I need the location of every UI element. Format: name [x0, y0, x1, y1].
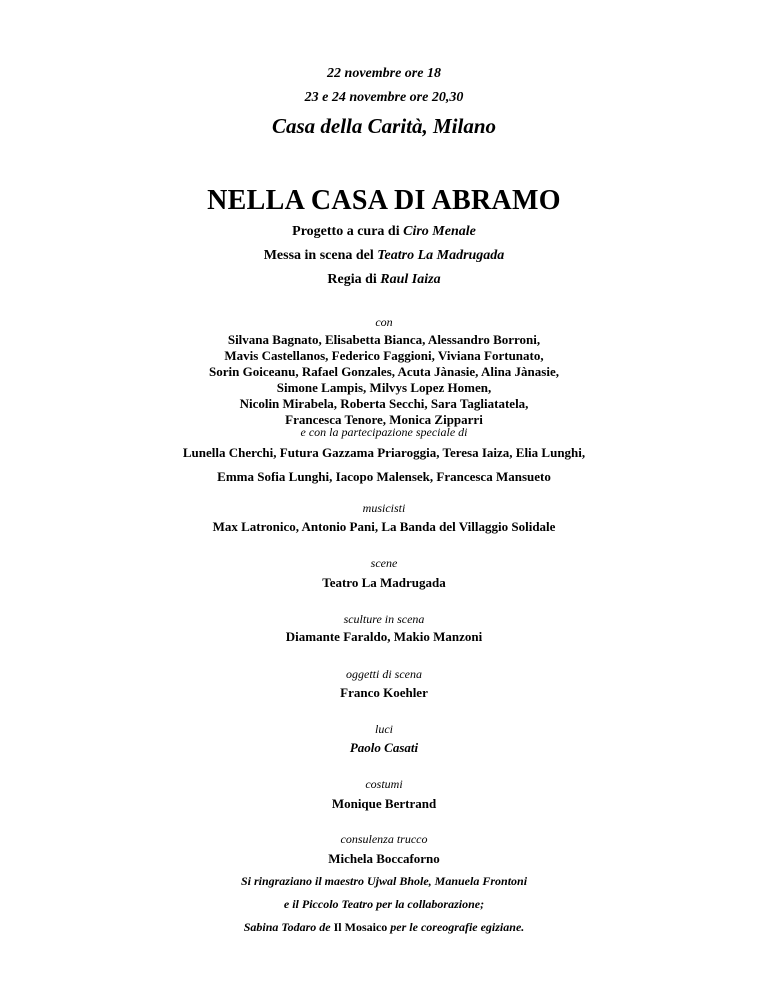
date-line-2: 23 e 24 novembre ore 20,30: [304, 90, 464, 105]
thanks-line-3: [0, 920, 768, 935]
cast-line: Nicolin Mirabela, Roberta Secchi, Sara Tagliatatela,: [239, 396, 529, 411]
musicians-value: Max Latronico, Antonio Pani, La Banda del Villaggio Solidale: [212, 519, 556, 534]
costumes-label: costumi: [365, 777, 403, 791]
project-name: Ciro Menale: [403, 224, 476, 239]
lights-label: luci: [375, 722, 393, 736]
scenes-label: scene: [370, 556, 398, 570]
project-prefix: Progetto a cura di: [292, 224, 404, 239]
scenes-value: Teatro La Madrugada: [322, 575, 446, 590]
thanks-line-3-prefix: Sabina Todaro de: [243, 920, 334, 934]
staging-prefix: Messa in scena del: [263, 248, 378, 263]
cast-label: con: [375, 315, 393, 329]
special-line-1: Lunella Cherchi, Futura Gazzama Priaroggia, Teresa Iaiza, Elia Lunghi,: [182, 445, 586, 460]
direction-credit: [0, 272, 768, 288]
cast-line: Sorin Goiceanu, Rafael Gonzales, Acuta Jànasie, Alina Jànasie,: [209, 364, 559, 379]
props-value: Franco Koehler: [340, 685, 428, 700]
makeup-label: consulenza trucco: [340, 832, 428, 846]
mosaico-name: Il Mosaico: [333, 920, 388, 934]
thanks-line-1: Si ringraziano il maestro Ujwal Bhole, Manuela Frontoni: [240, 874, 528, 888]
thanks-line-3-suffix: per le coreografie egiziane.: [387, 920, 525, 934]
cast-line: Silvana Bagnato, Elisabetta Bianca, Alessandro Borroni,: [227, 332, 541, 347]
cast-line: Mavis Castellanos, Federico Faggioni, Viviana Fortunato,: [224, 348, 544, 363]
project-credit: [0, 224, 768, 240]
direction-prefix: Regia di: [327, 272, 381, 287]
props-label: oggetti di scena: [346, 667, 422, 681]
date-line-1: 22 novembre ore 18: [327, 66, 441, 81]
staging-name: Teatro La Madrugada: [377, 248, 505, 263]
play-title: NELLA CASA DI ABRAMO: [207, 185, 561, 216]
costumes-value: Monique Bertrand: [331, 796, 437, 811]
musicians-label: musicisti: [362, 501, 406, 515]
makeup-value: Michela Boccaforno: [328, 851, 440, 866]
venue: Casa della Carità, Milano: [271, 114, 497, 138]
staging-credit: [0, 248, 768, 264]
thanks-line-2: e il Piccolo Teatro per la collaborazione;: [283, 897, 485, 911]
cast-list: [0, 332, 768, 428]
direction-name: Raul Iaiza: [380, 272, 441, 287]
special-line-2: Emma Sofia Lunghi, Iacopo Malensek, Francesca Mansueto: [217, 469, 551, 484]
lights-value: Paolo Casati: [349, 740, 419, 755]
sculptures-label: sculture in scena: [343, 612, 425, 626]
cast-line: Simone Lampis, Milvys Lopez Homen,: [276, 380, 492, 395]
special-label: e con la partecipazione speciale di: [300, 425, 468, 439]
cast-line: Francesca Tenore, Monica Zipparri: [285, 412, 483, 427]
sculptures-value: Diamante Faraldo, Makio Manzoni: [285, 629, 483, 644]
